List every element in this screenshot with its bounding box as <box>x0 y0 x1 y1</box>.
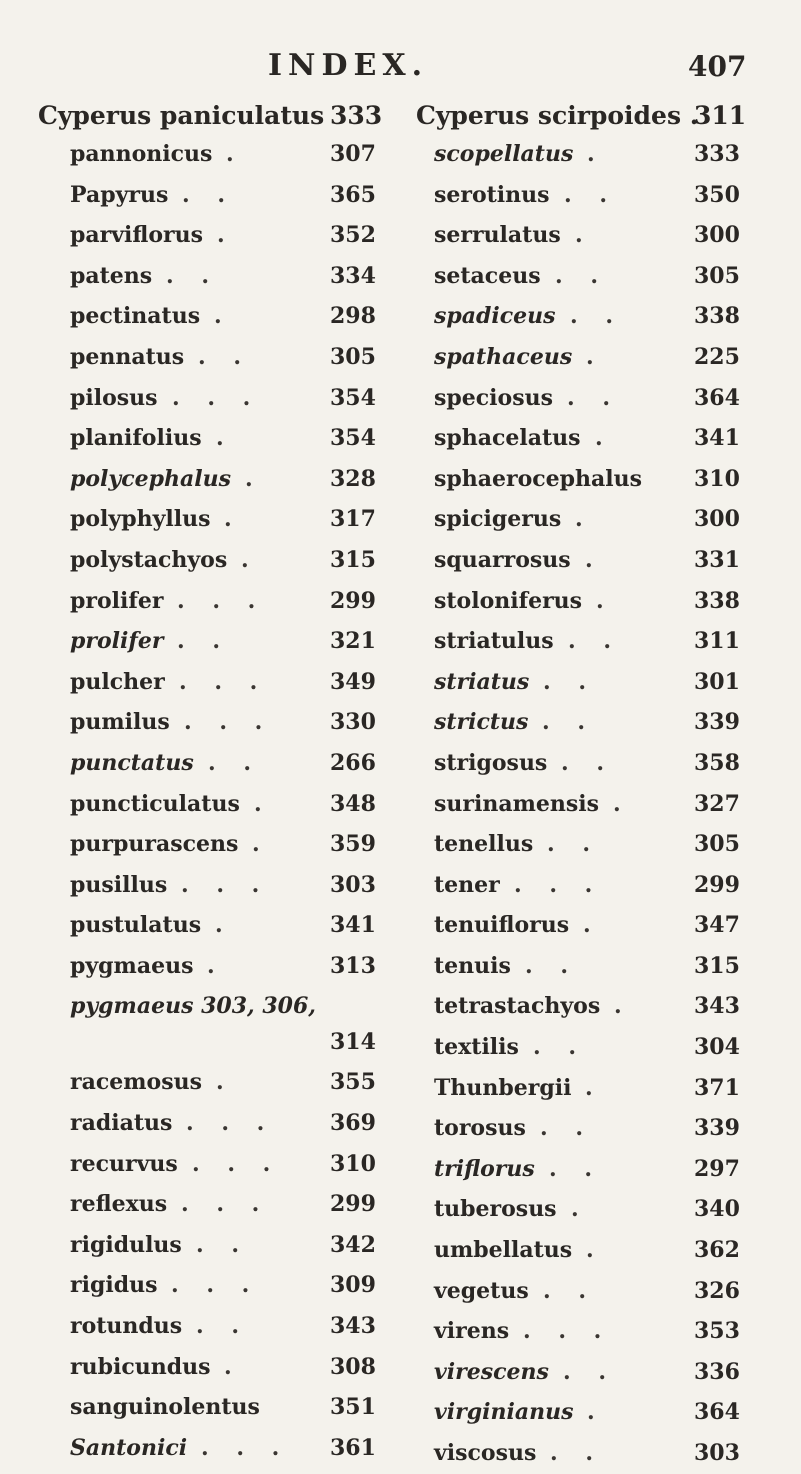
entry-term: virginianus <box>434 1399 574 1426</box>
index-entry <box>38 134 418 175</box>
entry-leader-dots: . <box>214 303 232 330</box>
entry-term: setaceus <box>434 262 541 289</box>
index-entry <box>38 215 418 256</box>
entry-leader-dots: . . . <box>181 871 270 898</box>
index-entry <box>416 1311 786 1352</box>
entry-leader-dots: . <box>215 912 233 939</box>
entry-term: torosus <box>434 1115 526 1142</box>
entry-page-number: 352 <box>330 222 376 249</box>
entry-page-number: 364 <box>694 1399 740 1426</box>
entry-leader-dots: . . <box>570 303 623 330</box>
heading-page-number: 311 <box>694 101 747 130</box>
entry-term: tener <box>434 871 500 898</box>
left-column <box>38 98 418 1468</box>
entry-term: punctatus <box>70 749 194 776</box>
entry-page-number: 364 <box>694 384 740 411</box>
entry-page-number: 348 <box>330 790 376 817</box>
index-entry <box>38 1387 418 1428</box>
entry-leader-dots: . <box>224 506 242 533</box>
entry-leader-dots: . . <box>549 1155 602 1182</box>
entry-leader-dots: . . <box>182 181 235 208</box>
entry-leader-dots: . . <box>177 628 230 655</box>
entry-page-number: 266 <box>330 749 376 776</box>
entry-leader-dots: . <box>575 506 593 533</box>
entry-page-number: 349 <box>330 668 376 695</box>
entry-leader-dots: . <box>585 546 603 573</box>
entry-page-number: 301 <box>694 668 740 695</box>
index-entry <box>38 865 418 906</box>
entry-term: prolifer <box>70 628 164 655</box>
entry-term: rigidus <box>70 1272 158 1299</box>
entry-leader-dots: . . <box>533 1034 586 1061</box>
entry-page-number: 336 <box>694 1358 740 1385</box>
page-number: 407 <box>688 50 747 83</box>
entry-page-number: 341 <box>694 425 740 452</box>
entry-term: surinamensis <box>434 790 599 817</box>
entry-term: recurvus <box>70 1150 178 1177</box>
entry-page-number: 297 <box>694 1155 740 1182</box>
entry-leader-dots: . <box>586 343 604 370</box>
entry-term: sphaerocephalus <box>434 465 643 492</box>
entry-page-number: 338 <box>694 303 740 330</box>
index-entry <box>416 905 786 946</box>
entry-term: radiatus <box>70 1110 173 1137</box>
entry-leader-dots: . <box>587 1399 605 1426</box>
index-entry <box>38 1428 418 1469</box>
index-entry <box>38 418 418 459</box>
entry-leader-dots: . . <box>542 709 595 736</box>
entry-page-number: 361 <box>330 1434 376 1461</box>
entry-page-number: 303 <box>694 1440 740 1466</box>
entry-leader-dots: . . . <box>201 1434 290 1461</box>
index-entry <box>38 1062 418 1103</box>
index-entry <box>416 946 786 987</box>
entry-term: pannonicus <box>70 141 213 167</box>
index-entry <box>416 134 786 175</box>
entry-page-number: 317 <box>330 506 376 533</box>
entry-leader-dots: . <box>595 425 613 452</box>
entry-term: Thunbergii <box>434 1074 572 1101</box>
entry-term: pustulatus <box>70 912 202 939</box>
entry-page-number: 350 <box>694 181 740 208</box>
index-entry <box>416 1433 786 1474</box>
entry-leader-dots: . <box>254 790 272 817</box>
entry-page-number: 340 <box>694 1196 740 1223</box>
left-column-heading <box>38 98 418 134</box>
index-entry <box>38 1103 418 1144</box>
entry-term: rigidulus <box>70 1231 182 1258</box>
entry-term: prolifer <box>70 587 164 614</box>
entry-page-number: 358 <box>694 749 740 776</box>
entry-term: planifolius <box>70 425 202 452</box>
entry-term: serotinus <box>434 181 550 208</box>
heading-page-number: 333 <box>330 101 383 130</box>
entry-term: racemosus <box>70 1069 202 1096</box>
entry-page-number: 307 <box>330 141 376 167</box>
entry-leader-dots: . . <box>567 384 620 411</box>
entry-leader-dots: . . . <box>186 1110 275 1137</box>
entry-page-number: 359 <box>330 831 376 858</box>
entry-term: strigosus <box>434 749 548 776</box>
entry-page-number: 304 <box>694 1034 740 1061</box>
entry-leader-dots: . . <box>540 1115 593 1142</box>
entry-leader-dots: . . . <box>184 709 273 736</box>
entry-page-number: 333 <box>694 141 740 167</box>
index-entry <box>38 1265 418 1306</box>
index-entry <box>416 662 786 703</box>
entry-leader-dots: . <box>587 141 605 167</box>
index-entry <box>416 378 786 419</box>
entry-leader-dots: . <box>596 587 614 614</box>
entry-page-number: 354 <box>330 425 376 452</box>
entry-page-number: 299 <box>330 587 376 614</box>
entry-term: textilis <box>434 1034 519 1061</box>
index-entry <box>38 702 418 743</box>
entry-leader-dots: . . <box>561 749 614 776</box>
index-entry <box>416 865 786 906</box>
entry-page-number: 343 <box>330 1313 376 1340</box>
entry-term: spicigerus <box>434 506 562 533</box>
entry-leader-dots: . . <box>543 1277 596 1304</box>
entry-page-number: 309 <box>330 1272 376 1299</box>
index-entry <box>416 784 786 825</box>
index-entry <box>416 1108 786 1149</box>
index-entry <box>416 1352 786 1393</box>
genus-heading: Cyperus scirpoides . <box>416 101 699 130</box>
entry-page-number: 341 <box>330 912 376 939</box>
entry-leader-dots: . . <box>568 628 621 655</box>
index-entry <box>38 905 418 946</box>
entry-term: serrulatus <box>434 222 561 249</box>
entry-leader-dots: . <box>224 1353 242 1380</box>
entry-term: patens <box>70 262 153 289</box>
entry-term: polyphyllus <box>70 506 211 533</box>
index-entry <box>416 743 786 784</box>
index-title: INDEX. <box>268 48 429 83</box>
index-entry <box>38 1347 418 1388</box>
entry-page-number: 310 <box>330 1150 376 1177</box>
index-entry <box>416 215 786 256</box>
entry-term: purpurascens <box>70 831 239 858</box>
entry-leader-dots: . <box>217 222 235 249</box>
entry-term: rotundus <box>70 1313 183 1340</box>
index-entry <box>416 1068 786 1109</box>
index-entry <box>38 581 418 622</box>
entry-term: polycephalus <box>70 465 231 492</box>
entry-leader-dots: . <box>216 425 234 452</box>
entry-term: polystachyos <box>70 546 228 573</box>
index-entry <box>416 1230 786 1271</box>
index-entry <box>38 256 418 297</box>
entry-term: striatus <box>434 668 530 695</box>
entry-leader-dots: . . . <box>523 1318 612 1345</box>
index-entry <box>38 1184 418 1225</box>
index-entry <box>416 1027 786 1068</box>
entry-term: pilosus <box>70 384 158 411</box>
entry-leader-dots: . <box>614 993 632 1020</box>
entry-page-number: 355 <box>330 1069 376 1096</box>
index-entry <box>416 986 786 1027</box>
entry-page-number: 225 <box>694 343 740 370</box>
entry-term: tenellus <box>434 831 534 858</box>
entry-leader-dots: . . <box>543 668 596 695</box>
entry-leader-dots: . . . <box>192 1150 281 1177</box>
entry-term: pennatus <box>70 343 185 370</box>
entry-page-number: 342 <box>330 1231 376 1258</box>
entry-leader-dots: . <box>226 141 244 167</box>
entry-term: Papyrus <box>70 181 169 208</box>
entry-page-number: 305 <box>694 262 740 289</box>
entry-term: sanguinolentus <box>70 1394 260 1421</box>
entry-page-number: 315 <box>694 952 740 979</box>
entry-page-number: 308 <box>330 1353 376 1380</box>
entry-page-number: 331 <box>694 546 740 573</box>
entry-leader-dots: . <box>207 952 225 979</box>
entry-page-number: 311 <box>694 628 740 655</box>
entry-term: tetrastachyos <box>434 993 601 1020</box>
entry-term: scopellatus <box>434 141 574 167</box>
entry-term: umbellatus <box>434 1237 573 1264</box>
entry-term: virescens <box>434 1358 549 1385</box>
entry-leader-dots: . . <box>166 262 219 289</box>
index-entry <box>38 378 418 419</box>
index-entry <box>416 621 786 662</box>
index-entry <box>38 986 418 1062</box>
entry-leader-dots: . . . <box>177 587 266 614</box>
index-entry <box>416 1149 786 1190</box>
right-column <box>416 98 786 1474</box>
entry-page-number: 339 <box>694 709 740 736</box>
entry-term: strictus <box>434 709 529 736</box>
right-column-heading <box>416 98 786 134</box>
entry-term: pulcher <box>70 668 165 695</box>
entry-page-number: 299 <box>694 871 740 898</box>
index-entry <box>416 337 786 378</box>
entry-leader-dots: . . <box>550 1440 603 1466</box>
entry-page-number: 369 <box>330 1110 376 1137</box>
index-entry <box>38 743 418 784</box>
entry-term: pygmaeus 303, 306, <box>70 993 316 1020</box>
index-entry <box>416 296 786 337</box>
entry-leader-dots: . . . <box>171 1272 260 1299</box>
entry-page-number: 354 <box>330 384 376 411</box>
entry-leader-dots: . . <box>525 952 578 979</box>
entry-page-number: 353 <box>694 1318 740 1345</box>
entry-term: sphacelatus <box>434 425 581 452</box>
entry-term: viscosus <box>434 1440 537 1466</box>
entry-leader-dots: . <box>575 222 593 249</box>
entry-leader-dots: . <box>613 790 631 817</box>
entry-term: tuberosus <box>434 1196 557 1223</box>
index-entry <box>38 459 418 500</box>
index-entry <box>416 540 786 581</box>
entry-leader-dots: . . . <box>181 1191 270 1218</box>
entry-page-number: 321 <box>330 628 376 655</box>
index-entry <box>416 1189 786 1230</box>
entry-leader-dots: . <box>585 1074 603 1101</box>
entry-leader-dots: . <box>586 1237 604 1264</box>
entry-leader-dots: . <box>216 1069 234 1096</box>
index-entry <box>416 499 786 540</box>
index-entry <box>38 175 418 216</box>
entry-leader-dots: . . <box>563 1358 616 1385</box>
index-entry <box>38 499 418 540</box>
index-entry <box>416 581 786 622</box>
entry-term: spathaceus <box>434 343 573 370</box>
entry-term: squarrosus <box>434 546 571 573</box>
entry-term: pygmaeus <box>70 952 194 979</box>
entry-term: reflexus <box>70 1191 168 1218</box>
entry-page-number: 328 <box>330 465 376 492</box>
entry-term: pusillus <box>70 871 168 898</box>
entry-page-number: 310 <box>694 465 740 492</box>
entry-leader-dots: . . <box>547 831 600 858</box>
entry-leader-dots: . . . <box>514 871 603 898</box>
entry-page-number: 300 <box>694 506 740 533</box>
index-entry <box>416 1392 786 1433</box>
index-entry <box>416 256 786 297</box>
entry-leader-dots: . . . <box>179 668 268 695</box>
entry-term: rubicundus <box>70 1353 211 1380</box>
entry-page-number: 313 <box>330 952 376 979</box>
index-entry <box>38 296 418 337</box>
entry-leader-dots: . <box>252 831 270 858</box>
entry-term: triflorus <box>434 1155 535 1182</box>
entry-page-number: 315 <box>330 546 376 573</box>
index-entry <box>38 784 418 825</box>
entry-term: tenuiflorus <box>434 912 570 939</box>
index-entry <box>38 946 418 987</box>
index-entry <box>38 662 418 703</box>
index-entry <box>416 459 786 500</box>
entry-term: stoloniferus <box>434 587 583 614</box>
entry-page-number: 305 <box>694 831 740 858</box>
entry-term: Santonici <box>70 1434 188 1461</box>
entry-page-number: 343 <box>694 993 740 1020</box>
entry-page-number: 371 <box>694 1074 740 1101</box>
index-entry <box>38 1144 418 1185</box>
index-entry <box>38 1225 418 1266</box>
entry-page-number: 327 <box>694 790 740 817</box>
entry-leader-dots: . . <box>555 262 608 289</box>
entry-page-number: 338 <box>694 587 740 614</box>
page-header <box>0 48 801 88</box>
entry-page-number: 339 <box>694 1115 740 1142</box>
entry-term: vegetus <box>434 1277 529 1304</box>
entry-term: pumilus <box>70 709 170 736</box>
entry-term: speciosus <box>434 384 553 411</box>
index-entry <box>416 824 786 865</box>
entry-page-number: 334 <box>330 262 376 289</box>
genus-heading: Cyperus paniculatus <box>38 101 325 130</box>
entry-leader-dots: . <box>245 465 263 492</box>
entry-page-number: 300 <box>694 222 740 249</box>
entry-page-number: 314 <box>330 1029 376 1056</box>
entry-leader-dots: . <box>241 546 259 573</box>
entry-page-number: 362 <box>694 1237 740 1264</box>
entry-page-number: 298 <box>330 303 376 330</box>
entry-page-number: 347 <box>694 912 740 939</box>
index-entry <box>38 824 418 865</box>
index-entry <box>38 1306 418 1347</box>
entry-page-number: 305 <box>330 343 376 370</box>
entry-term: parviflorus <box>70 222 204 249</box>
entry-page-number: 351 <box>330 1394 376 1421</box>
entry-term: striatulus <box>434 628 554 655</box>
index-entry <box>38 337 418 378</box>
entry-leader-dots: . . <box>208 749 261 776</box>
entry-term: tenuis <box>434 952 511 979</box>
entry-term: pectinatus <box>70 303 201 330</box>
entry-term: puncticulatus <box>70 790 240 817</box>
entry-leader-dots: . . <box>196 1313 249 1340</box>
entry-term: spadiceus <box>434 303 556 330</box>
index-entry <box>416 1271 786 1312</box>
index-entry <box>38 540 418 581</box>
entry-page-number: 299 <box>330 1191 376 1218</box>
entry-page-number: 330 <box>330 709 376 736</box>
index-entry <box>416 175 786 216</box>
entry-leader-dots: . . . <box>172 384 261 411</box>
entry-page-number: 365 <box>330 181 376 208</box>
entry-leader-dots: . . <box>564 181 617 208</box>
entry-leader-dots: . . <box>198 343 251 370</box>
entry-term: virens <box>434 1318 510 1345</box>
entry-leader-dots: . <box>571 1196 589 1223</box>
entry-leader-dots: . . <box>196 1231 249 1258</box>
index-entry <box>38 621 418 662</box>
index-entry <box>416 418 786 459</box>
entry-page-number: 326 <box>694 1277 740 1304</box>
entry-page-number: 303 <box>330 871 376 898</box>
index-entry <box>416 702 786 743</box>
entry-leader-dots: . <box>583 912 601 939</box>
